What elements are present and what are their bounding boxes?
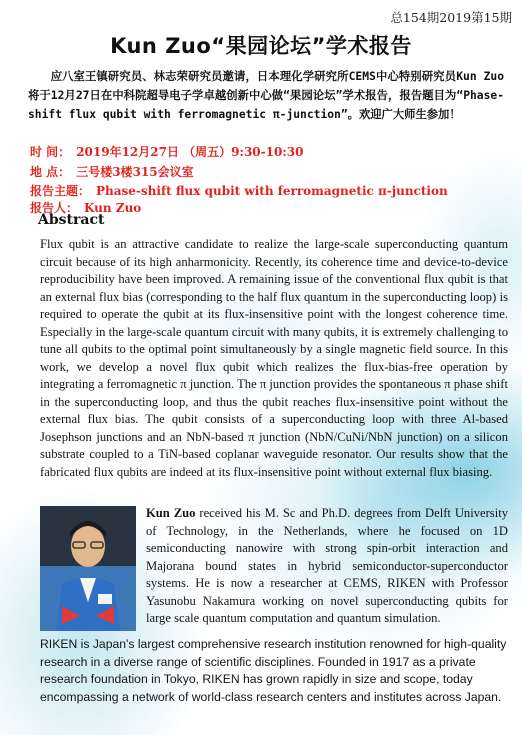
topic-label: 报告主题： bbox=[30, 184, 91, 198]
time-value: 2019年12月27日 （周五）9:30-10:30 bbox=[76, 145, 304, 159]
place-value: 三号楼3楼315会议室 bbox=[76, 165, 194, 179]
speaker-bio bbox=[146, 505, 508, 628]
topic-row bbox=[30, 182, 448, 199]
time-row bbox=[30, 143, 303, 160]
abstract-text: Flux qubit is an attractive candidate to realize the large-scale superconducting quantum circuit because of its high anharmonicity. Recently, its coherence time and device-to-device reproducibility have been improved. A remaining issue of the conventional flux qubit is that an external flux bias (corresponding to the half flux quantum in the superconducting loop) is required to operate the qubit at its flux-insensitive point with the longest coherence time. Especially in the large-scale quantum circuit with many qubits, it is extremely challenging to tune all qubits to the optimal point simultaneously by a single magnetic field source. In this work, we develop a novel flux qubit which realizes the flux-bias-free operation by integrating a ferromagnetic π junction. The π junction provides the spontaneous π phase shift in the superconducting loop, and thus the qubit reaches flux-insensitive point without the external flux bias. The qubit consists of a superconducting loop with three Al-based Josephson junctions and an NbN-based π junction (NbN/CuNi/NbN junction) on a silicon substrate coupled to a TiN-based coplanar waveguide resonator. Our results show that the fabricated flux qubits are indeed at its flux-insensitive point without external flux biasing. bbox=[40, 237, 508, 479]
speaker-value: Kun Zuo bbox=[84, 201, 142, 215]
place-row bbox=[30, 163, 194, 180]
topic-value: Phase-shift flux qubit with ferromagnetic π-junction bbox=[96, 184, 448, 198]
bio-text: received his M. Sc and Ph.D. degrees from Delft University of Technology, in the Netherlands, where he focused on 1D semiconducting nanowire with strong spin-orbit interaction and Majorana bound states in hybrid semiconductor-superconductor systems. He is now a researcher at CEMS, RIKEN with Professor Yasunobu Nakamura working on novel superconducting qubits for large scale quantum computation and quantum simulation. bbox=[146, 506, 509, 625]
speaker-portrait-icon bbox=[40, 506, 136, 631]
time-label: 时 间： bbox=[30, 145, 71, 159]
speaker-photo bbox=[40, 506, 136, 631]
issue-number: 总154期2019第15期 bbox=[390, 10, 512, 25]
intro-paragraph: 应八室王镇研究员、林志荣研究员邀请，日本理化学研究所CEMS中心特别研究员Kun Zuo将于12月27日在中科院超导电子学卓越创新中心做“果园论坛”学术报告，报告题目为“Phase-shift flux qubit with ferromagnetic π-junction”。欢迎广大师生参加！ bbox=[28, 70, 504, 121]
speaker-label: 报告人： bbox=[30, 201, 79, 215]
abstract-heading: Abstract bbox=[38, 212, 105, 228]
riken-description: RIKEN is Japan's largest comprehensive research institution renowned for high-quality research in a diverse range of scientific disciplines. Founded in 1917 as a private research foundation in Tokyo, RIKEN has grown rapidly in size and scope, today encompassing a network of world-class research centers and institutes across Japan. bbox=[40, 637, 507, 704]
place-label: 地 点： bbox=[30, 165, 71, 179]
poster-title: Kun Zuo“果园论坛”学术报告 bbox=[110, 34, 412, 58]
bio-name: Kun Zuo bbox=[146, 506, 196, 520]
